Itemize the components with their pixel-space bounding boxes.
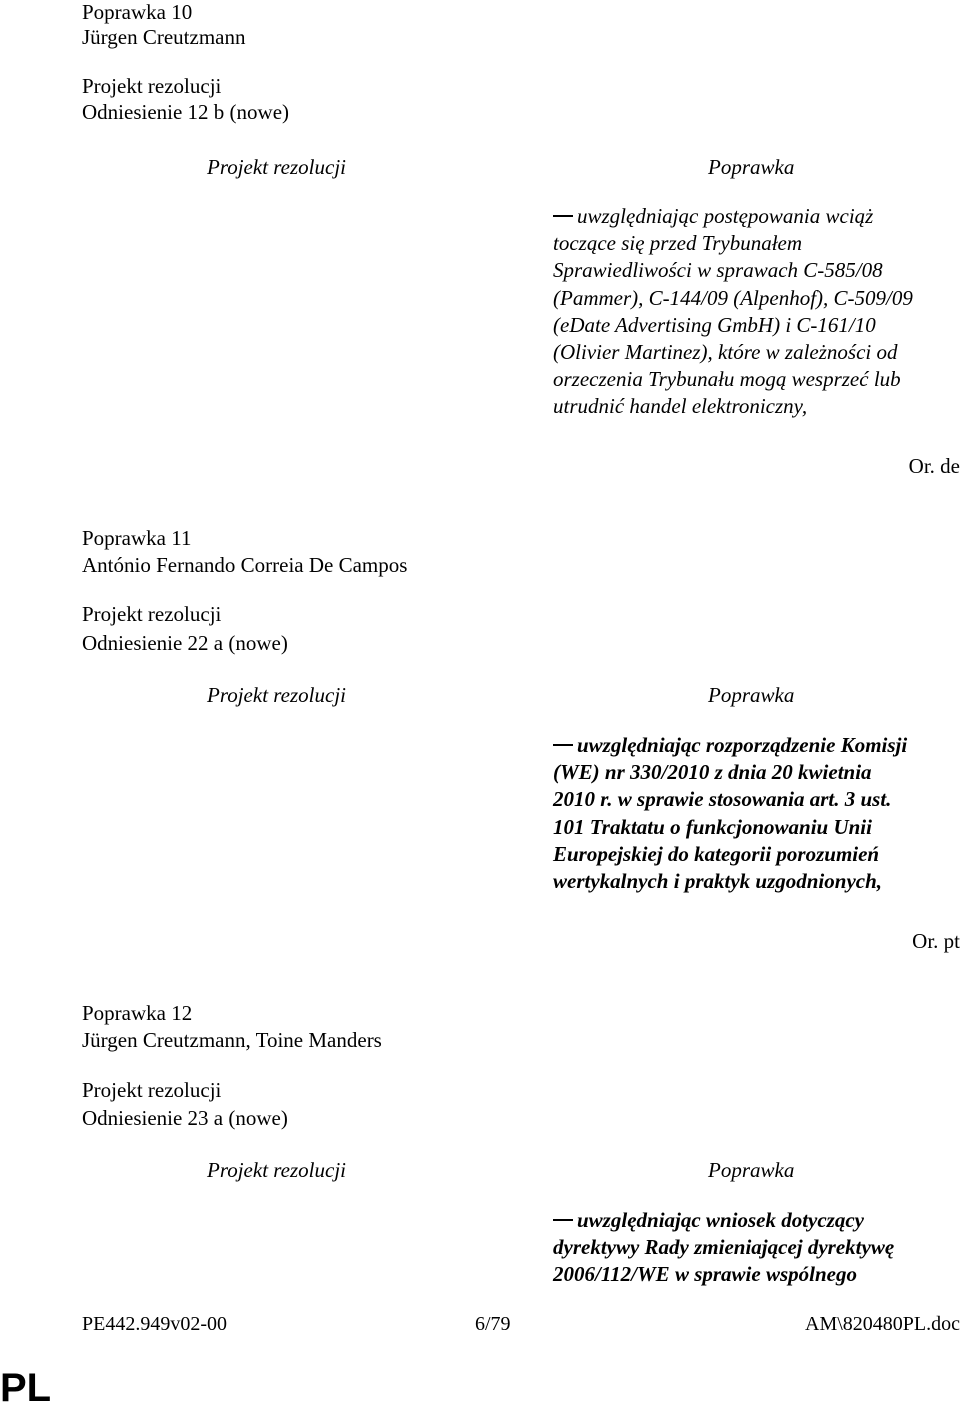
amendment-text-line: (Pammer), C-144/09 (Alpenhof), C-509/09	[553, 285, 913, 310]
amendment-authors: António Fernando Correia De Campos	[82, 553, 408, 577]
column-header-original: Projekt rezolucji	[207, 1158, 346, 1182]
amendment-text	[553, 732, 907, 895]
language-code: PL	[0, 1366, 52, 1410]
column-header-original: Projekt rezolucji	[207, 683, 346, 707]
amendment-text	[553, 1207, 894, 1289]
amendment-text-line: uwzględniając rozporządzenie Komisji	[553, 732, 907, 759]
amendment-text-line: (WE) nr 330/2010 z dnia 20 kwietnia	[553, 760, 872, 785]
amendment-text	[553, 203, 913, 421]
amendment-text-line: 2006/112/WE w sprawie wspólnego	[553, 1262, 857, 1287]
amendment-text-line: utrudnić handel elektroniczny,	[553, 394, 808, 419]
amendment-text-line: uwzględniając wniosek dotyczący	[553, 1207, 894, 1234]
amendment-text-line: Europejskiej do kategorii porozumień	[553, 841, 880, 866]
amendment-reference: Odniesienie 23 a (nowe)	[82, 1106, 288, 1130]
amendment-title: Poprawka 12	[82, 1001, 193, 1025]
footer-file-name: AM\820480PL.doc	[805, 1313, 960, 1335]
column-header-amendment: Poprawka	[708, 683, 795, 707]
amendment-doc: Projekt rezolucji	[82, 602, 222, 626]
amendment-text-line: dyrektywy Rady zmieniającej dyrektywę	[553, 1235, 895, 1260]
column-header-amendment: Poprawka	[708, 1158, 795, 1182]
column-header-amendment: Poprawka	[708, 155, 795, 179]
original-language: Or. pt	[912, 929, 960, 953]
amendment-text-line: toczące się przed Trybunałem	[553, 231, 803, 256]
amendment-reference: Odniesienie 22 a (nowe)	[82, 631, 288, 655]
amendment-doc: Projekt rezolucji	[82, 1078, 222, 1102]
amendment-text-line: uwzględniając postępowania wciąż	[553, 203, 913, 230]
column-header-original: Projekt rezolucji	[207, 155, 346, 179]
amendment-doc: Projekt rezolucji	[82, 74, 222, 98]
amendment-title: Poprawka 10	[82, 0, 193, 24]
amendment-title: Poprawka 11	[82, 526, 192, 550]
dash-mark	[553, 1219, 573, 1221]
amendment-text-line: Sprawiedliwości w sprawach C-585/08	[553, 258, 883, 283]
footer-document-ref: PE442.949v02-00	[82, 1313, 227, 1335]
dash-mark	[553, 215, 573, 217]
amendment-text-line: 101 Traktatu o funkcjonowaniu Unii	[553, 814, 872, 839]
amendment-text-line: orzeczenia Trybunału mogą wesprzeć lub	[553, 367, 901, 392]
dash-mark	[553, 744, 573, 746]
amendment-text-line: wertykalnych i praktyk uzgodnionych,	[553, 869, 883, 894]
amendment-reference: Odniesienie 12 b (nowe)	[82, 100, 290, 124]
amendment-text-line: 2010 r. w sprawie stosowania art. 3 ust.	[553, 787, 892, 812]
amendment-text-line: (eDate Advertising GmbH) i C-161/10	[553, 312, 876, 337]
amendment-authors: Jürgen Creutzmann	[82, 25, 246, 49]
amendment-authors: Jürgen Creutzmann, Toine Manders	[82, 1028, 382, 1052]
amendment-text-line: (Olivier Martinez), które w zależności od	[553, 340, 898, 365]
original-language: Or. de	[908, 454, 960, 478]
footer-page-number: 6/79	[475, 1313, 511, 1335]
